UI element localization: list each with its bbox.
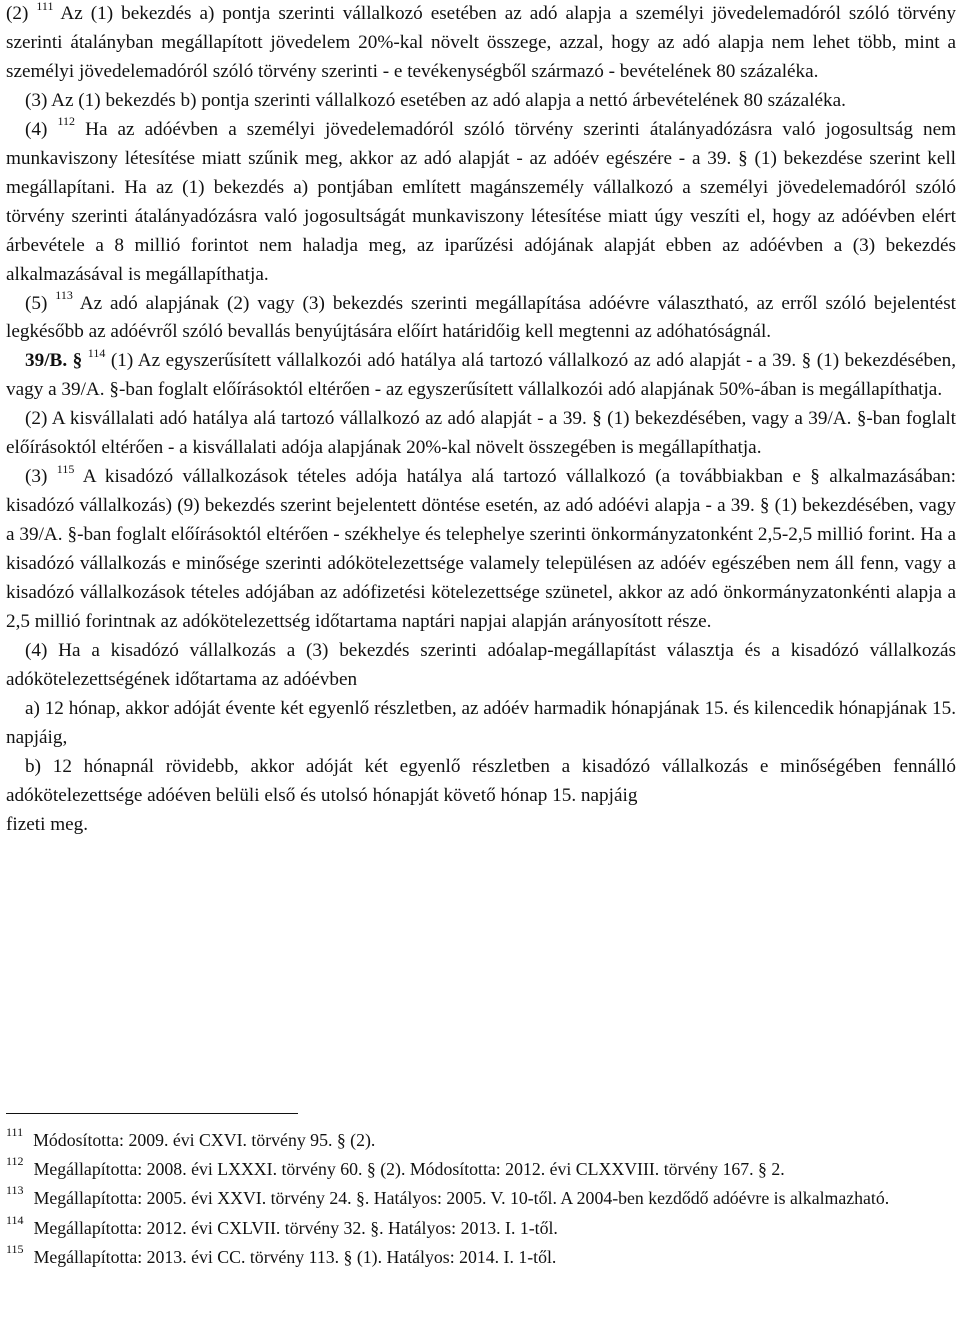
footnote-ref-114[interactable]: 114	[87, 346, 106, 361]
footnote-number: 114	[6, 1212, 24, 1227]
footnote-number: 115	[6, 1241, 24, 1256]
footnote-separator	[6, 1113, 298, 1114]
section-39b-paragraph-2	[6, 405, 956, 463]
paragraph-text: Ha az adóévben a személyi jövedelemadóról szóló törvény szerinti átalányadózásra való jogosultság nem munkaviszony létesítése miatt szűnik meg, akkor az adó alapját - az adóév egészére - a 39. § (1) bekezdése szerint kell megállapítani. Ha az (1) bekezdés a) pontjában említett magánszemély vállalkozó a személyi jövedelemadóról szóló törvény szerinti átalányadózásra való jogosultságát munkaviszony létesítése miatt úgy veszíti el, hogy az adóévben elért árbevétele a 8 millió forintot nem haladja meg, az iparűzési adójának alapját ebben az adóévben a (3) bekezdés alkalmazásával is megállapíthatja.	[6, 118, 957, 285]
section-39b-paragraph-4	[6, 637, 956, 695]
footnote-ref-111[interactable]: 111	[36, 0, 54, 13]
section-heading: 39/B. §	[25, 350, 83, 372]
paragraph-text: a) 12 hónap, akkor adóját évente két egyenlő részletben, az adóév harmadik hónapjának 15. és kilencedik hónapjának 15. napjáig,	[6, 697, 956, 748]
footnote-ref-113[interactable]: 113	[55, 288, 73, 303]
paragraph-4	[6, 116, 956, 290]
section-39b-paragraph-3	[6, 463, 956, 637]
paragraph-text: Az (1) bekezdés a) pontja szerinti vállalkozó esetében az adó alapja a személyi jövedelemadóról szóló törvény szerinti átalányban megállapított jövedelem 20%-kal növelt összege, azzal, hogy az adó alapja nem lehet több, mint a személyi jövedelemadóról szóló törvény szerinti - e tevékenységből származó - bevételének 80 százaléka.	[6, 3, 956, 82]
paragraph-text: Az adó alapjának (2) vagy (3) bekezdés szerinti megállapítása adóévre választható, az erről szóló bejelentést legkésőbb az adóévről szóló bevallás benyújtására előírt határidőig kell megtenni az adóhatóságnál.	[6, 292, 956, 343]
footnote-text: Megállapította: 2013. évi CC. törvény 113. § (1). Hatályos: 2014. I. 1-től.	[33, 1246, 557, 1267]
section-39b-paragraph-1	[6, 347, 956, 405]
paragraph-3	[6, 87, 956, 116]
list-item-a	[6, 695, 956, 753]
paragraph-number: (3)	[25, 466, 48, 488]
paragraph-text: (1) Az egyszerűsített vállalkozói adó hatálya alá tartozó vállalkozó az adó alapját - a 39. § (1) bekezdésében, vagy a 39/A. §-ban foglalt előírásoktól eltérően - az egyszerűsített vállalkozói adó alapjának 50%-ában is megállapíthatja.	[6, 350, 956, 401]
closing-text: fizeti meg.	[6, 813, 89, 835]
paragraph-5	[6, 290, 956, 348]
list-item-b	[6, 753, 956, 811]
footnote-text: Megállapította: 2012. évi CXLVII. törvény 32. §. Hatályos: 2013. I. 1-től.	[33, 1217, 558, 1238]
footnote-text: Módosította: 2009. évi CXVI. törvény 95. § (2).	[33, 1130, 376, 1150]
footnote-111	[6, 1126, 956, 1155]
paragraph-text: b) 12 hónapnál rövidebb, akkor adóját két egyenlő részletben a kisadózó vállalkozás e minőségében fennálló adókötelezettsége adóéven belüli első és utolsó hónapját követő hónap 15. napjáig	[6, 755, 956, 806]
footnote-114	[6, 1214, 956, 1243]
footnote-text: Megállapította: 2005. évi XXVI. törvény 24. §. Hatályos: 2005. V. 10-től. A 2004-ben kezdődő adóévre is alkalmazható.	[33, 1188, 890, 1209]
footnote-113	[6, 1184, 956, 1213]
footnote-ref-115[interactable]: 115	[56, 461, 75, 476]
paragraph-number: (5)	[25, 292, 48, 314]
footnote-number: 111	[6, 1125, 24, 1140]
paragraph-number: (4)	[25, 118, 48, 140]
paragraph-2	[6, 0, 956, 87]
paragraph-text: (4) Ha a kisadózó vállalkozás a (3) bekezdés szerinti adóalap-megállapítást választja és a kisadózó vállalkozás adókötelezettségének időtartama az adóévben	[6, 639, 956, 690]
paragraph-number: (2)	[6, 3, 29, 24]
footnotes	[6, 1126, 956, 1272]
closing-line	[6, 811, 956, 840]
footnote-number: 112	[6, 1154, 24, 1169]
footnote-number: 113	[6, 1183, 24, 1198]
paragraph-text: (2) A kisvállalati adó hatálya alá tartozó vállalkozó az adó alapját - a 39. § (1) bekezdésében, vagy a 39/A. §-ban foglalt előírásoktól eltérően - a kisvállalati adója alapjának 20%-kal növelt összegében is megállapíthatja.	[6, 408, 956, 459]
footnote-text: Megállapította: 2008. évi LXXXI. törvény 60. § (2). Módosította: 2012. évi CLXXVIII. törvény 167. § 2.	[33, 1159, 785, 1180]
footnote-ref-112[interactable]: 112	[57, 114, 76, 129]
paragraph-text: (3) Az (1) bekezdés b) pontja szerinti vállalkozó esetében az adó alapja a nettó árbevételének 80 százaléka.	[25, 89, 846, 111]
footnote-112	[6, 1155, 956, 1184]
footnote-115	[6, 1243, 956, 1272]
paragraph-text: A kisadózó vállalkozások tételes adója hatálya alá tartozó vállalkozó (a továbbiakban e § alkalmazásában: kisadózó vállalkozás) (9) bekezdés szerint bejelentett döntése esetén, az adó adóévi alapja - a 39. § (1) bekezdésében, vagy a 39/A. §-ban foglalt előírásoktól eltérően - székhelye és telephelye szerinti önkormányzatonként 2,5-2,5 millió forint. Ha a kisadózó vállalkozás e minősége szerinti adókötelezettsége valamely településen az adóév egészében nem áll fenn, vagy a kisadózó vállalkozások tételes adójában az adófizetési kötelezettsége szünetel, akkor az adó önkormányzatonkénti alapja a 2,5 millió forintnak az adókötelezettség időtartama naptári napjai alapján arányosított része.	[6, 466, 957, 633]
body-text	[6, 0, 956, 840]
